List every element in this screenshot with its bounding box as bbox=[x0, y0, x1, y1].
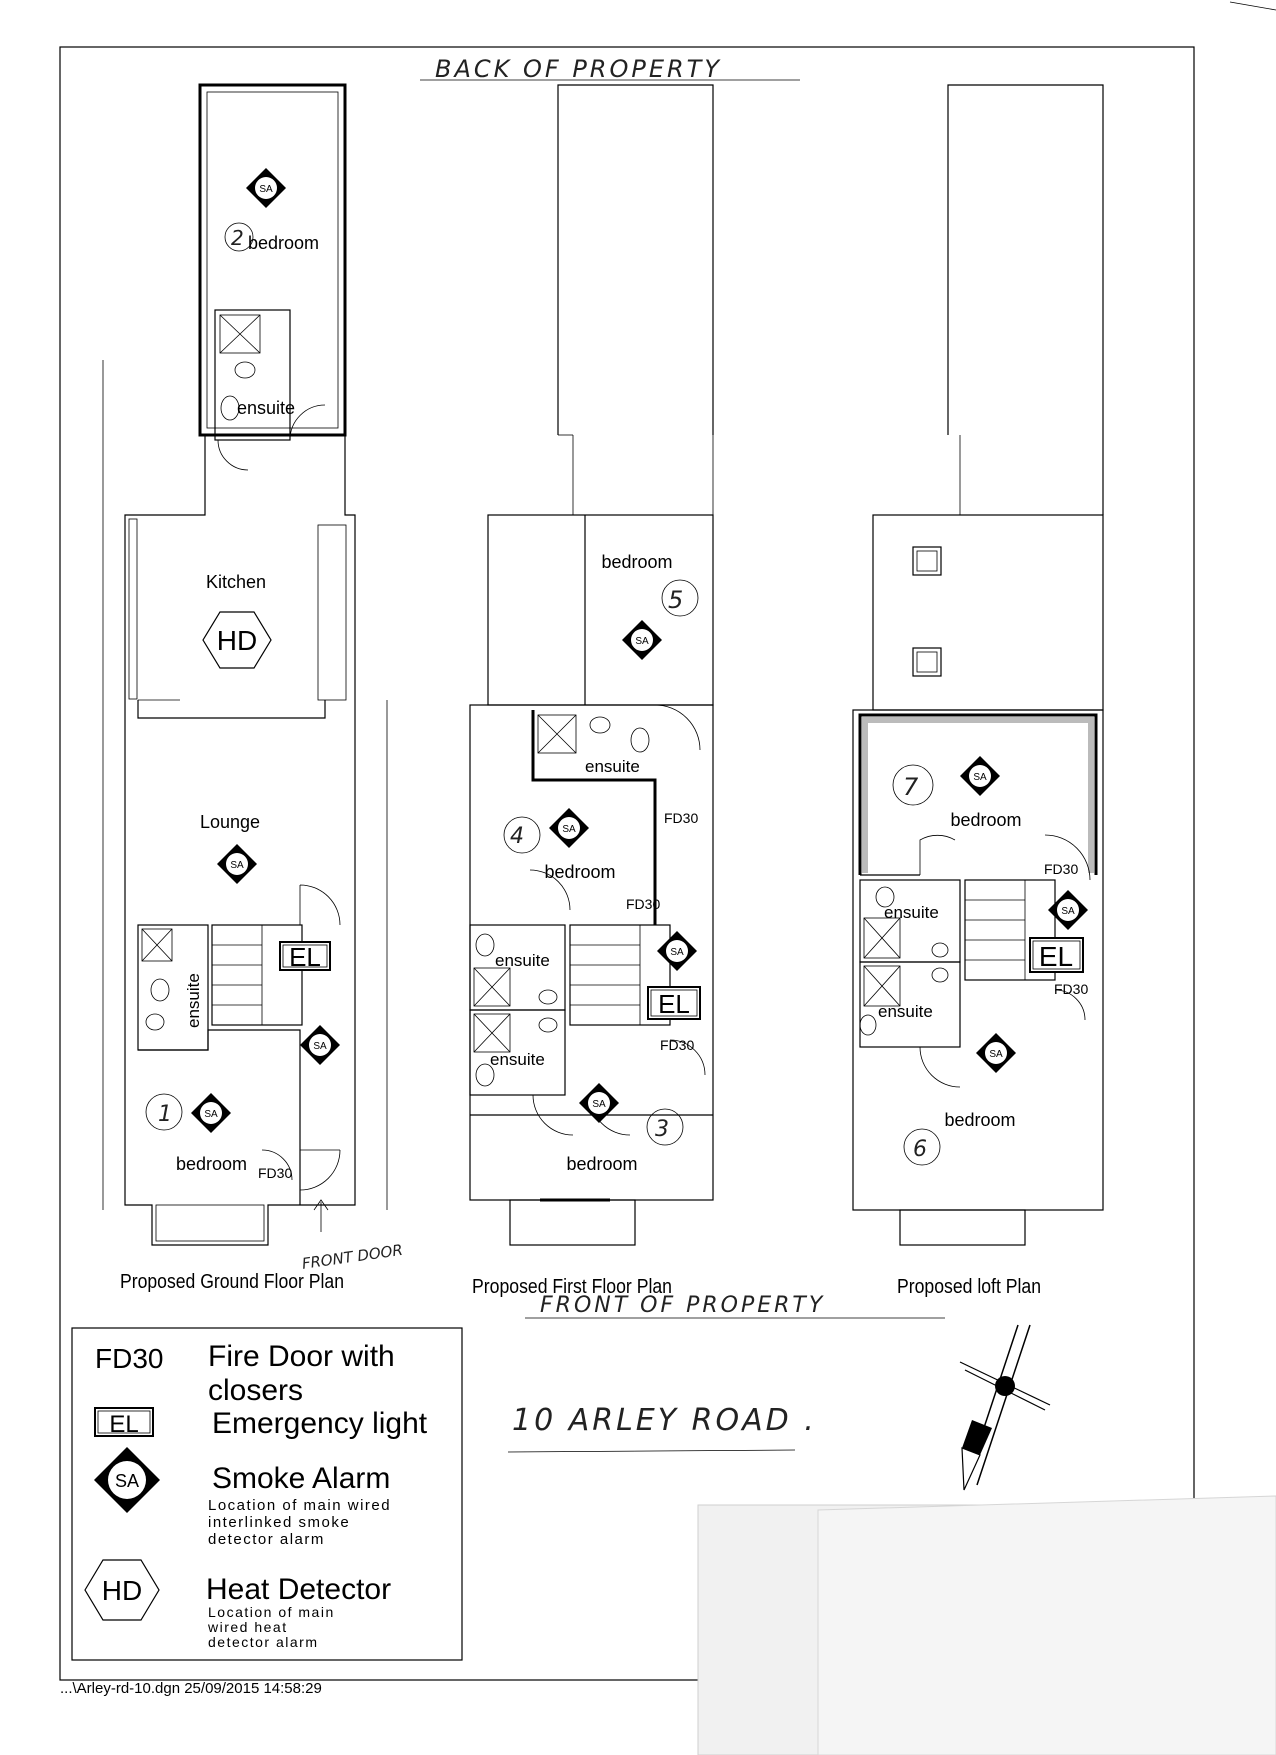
emergency-light-icon bbox=[280, 942, 330, 972]
smoke-alarm-icon bbox=[300, 1025, 340, 1065]
ground-front-ensuite-label: ensuite bbox=[184, 973, 203, 1028]
loft-plan bbox=[853, 85, 1103, 1298]
first-mid-bedroom-label: bedroom bbox=[544, 862, 616, 882]
emergency-light-icon bbox=[648, 987, 700, 1019]
loft-rear-bedroom-label: bedroom bbox=[950, 810, 1022, 830]
svg-text:SA: SA bbox=[989, 1049, 1003, 1060]
loft-room-number-7: 7 bbox=[903, 773, 919, 801]
first-ensuite-a-label: ensuite bbox=[495, 951, 550, 970]
smoke-alarm-icon bbox=[549, 808, 589, 848]
smoke-alarm-icon bbox=[976, 1033, 1016, 1073]
fire-door-label: FD30 bbox=[626, 896, 661, 912]
loft-room-number-6: 6 bbox=[913, 1137, 927, 1162]
fire-door-label: FD30 bbox=[664, 810, 699, 826]
ground-rear-ensuite-label: ensuite bbox=[237, 398, 296, 418]
svg-text:SA: SA bbox=[562, 824, 576, 835]
smoke-alarm-icon bbox=[657, 931, 697, 971]
legend-heat-detector-icon bbox=[85, 1560, 159, 1620]
svg-text:SA: SA bbox=[114, 1471, 140, 1491]
loft-ensuite-b-label: ensuite bbox=[878, 1002, 933, 1021]
loft-front-bedroom-label: bedroom bbox=[944, 1110, 1016, 1130]
svg-text:EL: EL bbox=[1038, 941, 1074, 972]
legend bbox=[72, 1328, 462, 1660]
svg-text:SA: SA bbox=[635, 636, 649, 647]
smoke-alarm-icon bbox=[191, 1093, 231, 1133]
svg-text:EL: EL bbox=[109, 1411, 139, 1438]
legend-fd30-code: FD30 bbox=[95, 1343, 164, 1374]
legend-sa-note-1: Location of main wired bbox=[208, 1497, 392, 1514]
first-floor-plan-title: Proposed First Floor Plan bbox=[472, 1276, 672, 1298]
front-of-property-note: FRONT OF PROPERTY bbox=[540, 1293, 826, 1318]
first-rear-bedroom-label: bedroom bbox=[601, 552, 673, 572]
fire-door-label: FD30 bbox=[1044, 861, 1079, 877]
heat-detector-icon bbox=[203, 612, 271, 668]
ground-rear-bedroom-label: bedroom bbox=[248, 233, 320, 253]
svg-text:HD: HD bbox=[216, 625, 258, 656]
legend-fd30-text-2: closers bbox=[208, 1374, 304, 1407]
svg-text:HD: HD bbox=[101, 1575, 143, 1606]
legend-hd-text: Heat Detector bbox=[206, 1573, 392, 1606]
front-door-note: FRONT DOOR bbox=[300, 1240, 404, 1273]
first-room-number-3: 3 bbox=[655, 1117, 669, 1142]
first-floor-plan bbox=[470, 85, 713, 1298]
svg-text:SA: SA bbox=[973, 772, 987, 783]
loft-plan-title: Proposed loft Plan bbox=[897, 1276, 1041, 1298]
address-note: 10 ARLEY ROAD . bbox=[512, 1403, 817, 1438]
legend-el-text: Emergency light bbox=[212, 1407, 428, 1440]
legend-hd-note-1: Location of main bbox=[208, 1604, 335, 1620]
emergency-light-icon bbox=[1030, 938, 1083, 972]
svg-text:SA: SA bbox=[313, 1041, 327, 1052]
paper-overlay bbox=[698, 1496, 1276, 1755]
legend-hd-note-2: wired heat bbox=[208, 1619, 288, 1635]
north-arrow-icon bbox=[960, 1325, 1050, 1490]
ground-room-number-1: 1 bbox=[158, 1102, 172, 1127]
ground-floor-plan bbox=[103, 85, 404, 1293]
first-front-bedroom-label: bedroom bbox=[566, 1154, 638, 1174]
file-footer: ...\Arley-rd-10.dgn 25/09/2015 14:58:29 bbox=[60, 1680, 322, 1697]
svg-text:SA: SA bbox=[230, 860, 244, 871]
svg-text:EL: EL bbox=[658, 989, 690, 1019]
fire-door-label: FD30 bbox=[1054, 981, 1089, 997]
svg-text:SA: SA bbox=[204, 1109, 218, 1120]
smoke-alarm-icon bbox=[217, 844, 257, 884]
legend-sa-note-2: interlinked smoke bbox=[208, 1514, 351, 1531]
first-ensuite-b-label: ensuite bbox=[490, 1050, 545, 1069]
smoke-alarm-icon bbox=[1048, 890, 1088, 930]
smoke-alarm-icon bbox=[960, 756, 1000, 796]
legend-hd-note-3: detector alarm bbox=[208, 1634, 319, 1650]
back-of-property-note: BACK OF PROPERTY bbox=[435, 55, 723, 83]
legend-sa-note-3: detector alarm bbox=[208, 1531, 325, 1548]
smoke-alarm-icon bbox=[622, 620, 662, 660]
loft-ensuite-a-label: ensuite bbox=[884, 903, 939, 922]
smoke-alarm-icon bbox=[579, 1083, 619, 1123]
svg-text:SA: SA bbox=[592, 1099, 606, 1110]
first-room-number-4: 4 bbox=[510, 824, 524, 849]
legend-fd30-text-1: Fire Door with bbox=[208, 1340, 395, 1373]
svg-text:SA: SA bbox=[1061, 906, 1075, 917]
legend-sa-text: Smoke Alarm bbox=[212, 1462, 391, 1495]
ground-front-bedroom-label: bedroom bbox=[176, 1154, 248, 1174]
svg-text:EL: EL bbox=[289, 942, 321, 972]
first-room-number-5: 5 bbox=[668, 586, 684, 614]
first-rear-ensuite-label: ensuite bbox=[585, 757, 640, 776]
svg-text:SA: SA bbox=[670, 947, 684, 958]
fire-door-label: FD30 bbox=[258, 1165, 293, 1181]
legend-smoke-alarm-icon bbox=[94, 1447, 160, 1513]
ground-lounge-label: Lounge bbox=[199, 812, 261, 832]
legend-emergency-light-icon bbox=[95, 1408, 153, 1438]
fire-door-label: FD30 bbox=[660, 1037, 695, 1053]
ground-floor-plan-title: Proposed Ground Floor Plan bbox=[120, 1271, 344, 1293]
ground-kitchen-label: Kitchen bbox=[205, 572, 267, 592]
ground-room-number-2: 2 bbox=[231, 226, 244, 250]
smoke-alarm-icon bbox=[246, 168, 286, 208]
svg-text:SA: SA bbox=[259, 184, 273, 195]
